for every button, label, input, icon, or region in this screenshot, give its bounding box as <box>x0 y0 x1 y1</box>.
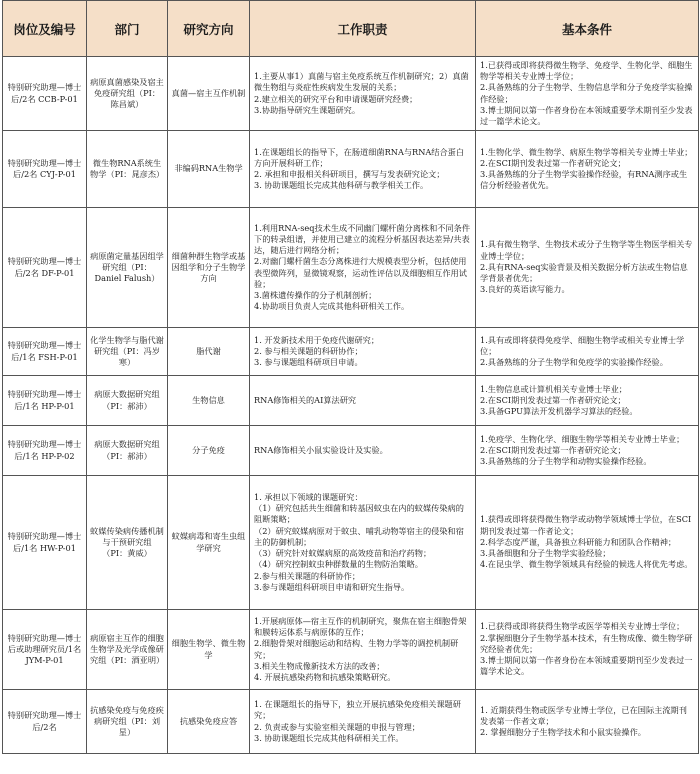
duties-line: 3.相关生物成像新技术方法的改善； <box>254 660 385 671</box>
duties-line: 2.建立相关的研究平台和申请课题研究经费； <box>254 93 418 104</box>
duties-cell <box>250 610 476 690</box>
duties-line: （1）研究包括共生细菌和转基因蚊虫在内的蚊媒传染病的阻断策略； <box>254 503 464 525</box>
duties-line: RNA修饰相关的AI算法研究 <box>254 394 357 405</box>
department-cell: 微生物RNA系统生物学（PI：晁彦杰） <box>87 131 168 208</box>
position-cell: 特别研究助理—博士后/2名 DF-P-01 <box>3 208 87 328</box>
duties-line: 1. 在课题组长的指导下，独立开展抗感染免疫相关课题研究； <box>254 699 461 721</box>
requirements-cell <box>476 57 699 131</box>
requirements-line: 3.具备熟练的分子生物学实验操作经验，有RNA测序或生信分析经验者优先。 <box>480 169 688 191</box>
duties-line: 1.利用RNA-seq技术生成不同幽门螺杆菌分离株和不同条件下的转录组谱，并使用已建立的流程分析基因表达差异/共表达，随后进行网络分析； <box>254 222 471 256</box>
duties-line: 2.参与相关课题的科研协作； <box>254 570 361 581</box>
duties-line: 3.协助指导研究生课题研究。 <box>254 104 361 115</box>
position-cell: 特别研究助理—博士后/1名 HP-P-01 <box>3 376 87 426</box>
requirements-line: 3.具备熟练的分子生物学和动物实验操作经验。 <box>480 456 652 467</box>
department-cell: 蚊媒传染病传播机制与干预研究组（PI：黄威） <box>87 476 168 610</box>
duties-line: 2. 参与相关课题的科研协作； <box>254 345 363 356</box>
table-row <box>3 328 699 376</box>
duties-line: （3）研究针对蚊媒病原的高效疫苗和治疗药物； <box>254 548 432 559</box>
requirements-line: 3.具备细胞和分子生物学实验经验； <box>480 548 611 559</box>
requirements-line: 3.博士期间以第一作者身份在本领域重要期刊至少发表过一篇学术论文。 <box>480 655 693 677</box>
duties-line: 3.参与课题组科研项目申请和研究生指导。 <box>254 581 410 592</box>
table-row <box>3 376 699 426</box>
table-row <box>3 610 699 690</box>
position-cell: 特别研究助理—博士后/2名 <box>3 690 87 754</box>
department-cell: 病原真菌感染及宿主免疫研究组（PI：陈昌斌） <box>87 57 168 131</box>
department-cell: 化学生物学与脂代谢研究组（PI：冯岁寒） <box>87 328 168 376</box>
position-cell: 特别研究助理—博士后/2名 CYJ-P-01 <box>3 131 87 208</box>
department-cell: 病原大数据研究组（PI：郝沛） <box>87 376 168 426</box>
requirements-line: 1.已获得或即将获得生物学或医学等相关专业博士学位； <box>480 621 685 632</box>
position-cell: 特别研究助理—博士后或助理研究员/1名 JYM-P-01 <box>3 610 87 690</box>
requirements-line: 2.在SCI期刊发表过第一作者研究论文； <box>480 157 626 168</box>
direction-cell: 非编码RNA生物学 <box>168 131 250 208</box>
recruitment-table <box>2 0 699 754</box>
duties-cell <box>250 476 476 610</box>
duties-line: （4）研究控制蚊虫种群数量的生物防治策略。 <box>254 559 423 570</box>
department-cell: 病原宿主互作的细胞生物学及光学成像研究组（PI：酒亚明） <box>87 610 168 690</box>
duties-cell <box>250 131 476 208</box>
header-direction: 研究方向 <box>168 1 250 57</box>
department-cell: 病原大数据研究组（PI：郝沛） <box>87 426 168 476</box>
requirements-line: 2.具备熟练的分子生物学和免疫学的实验操作经验。 <box>480 357 668 368</box>
requirements-line: 1.免疫学、生物化学、细胞生物学等相关专业博士毕业； <box>480 433 685 444</box>
header-department: 部门 <box>87 1 168 57</box>
requirements-line: 1.已获得或即将获得微生物学、免疫学、生物化学、细胞生物学等相关专业博士学位； <box>480 59 693 82</box>
duties-line: 2.对幽门螺杆菌生态分离株进行大规模表型分析，包括使用表型微阵列，显微镜观察，运动性评估以及细胞相互作用试验； <box>254 256 467 289</box>
requirements-cell <box>476 328 699 376</box>
requirements-line: 2.科学态度严谨，具备独立科研能力和团队合作精神； <box>480 536 677 547</box>
requirements-line: 3.博士期间以第一作者身份在本领域重要学术期刊至少发表过一篇学术论文。 <box>480 104 693 126</box>
position-cell: 特别研究助理—博士后/1名 HP-P-02 <box>3 426 87 476</box>
requirements-cell <box>476 426 699 476</box>
direction-cell: 脂代谢 <box>168 328 250 376</box>
table-row <box>3 57 699 131</box>
duties-cell <box>250 426 476 476</box>
direction-cell: 生物信息 <box>168 376 250 426</box>
duties-cell <box>250 328 476 376</box>
requirements-line: 3.具备GPU算法开发机器学习算法的经验。 <box>480 406 638 417</box>
duties-line: 1. 开发新技术用于免疫代谢研究； <box>254 334 380 345</box>
duties-line: （2）研究蚊媒病原对于蚊虫、哺乳动物等宿主的侵染和宿主的防御机制； <box>254 525 464 547</box>
duties-line: 3. 协助课题组长完成其他科研相关工作。 <box>254 732 404 743</box>
duties-line: RNA修饰相关小鼠实验设计及实验。 <box>254 444 388 455</box>
table-row <box>3 131 699 208</box>
department-cell: 病原菌定量基因组学研究组（PI：Daniel Falush） <box>87 208 168 328</box>
requirements-line: 1.获得或即将获得微生物学或动物学领域博士学位，在SCI期刊发表过第一作者论文； <box>480 514 692 536</box>
table-row <box>3 426 699 476</box>
duties-line: 3. 协助课题组长完成其他科研与教学相关工作。 <box>254 180 429 191</box>
header-duties: 工作职责 <box>250 1 476 57</box>
requirements-cell <box>476 376 699 426</box>
duties-line: 1.开展病原体—宿主互作的机制研究，聚焦在宿主细胞骨架和膜转运体系与病原体的互作； <box>254 615 467 638</box>
position-cell: 特别研究助理—博士后/1名 FSH-P-01 <box>3 328 87 376</box>
requirements-line: 1.具有微生物学、生物技术或分子生物学等生物医学相关专业博士学位； <box>480 239 693 261</box>
requirements-line: 2.具备熟练的分子生物学、生物信息学和分子免疫学实验操作经验； <box>480 82 693 104</box>
table-row <box>3 208 699 328</box>
duties-line: 1.在课题组长的指导下，在肠道细菌RNA与RNA结合蛋白方向开展科研工作； <box>254 146 465 168</box>
table-header-row <box>3 1 699 57</box>
requirements-line: 3.良好的英语读写能力。 <box>480 284 570 295</box>
requirements-cell <box>476 131 699 208</box>
table-row <box>3 476 699 610</box>
department-cell: 抗感染免疫与免疫疾病研究组（PI：刘星） <box>87 690 168 754</box>
duties-line: 1.主要从事1）真菌与宿主免疫系统互作机制研究；2）真菌微生物组与炎症性疾病发生发展的关系； <box>254 71 469 93</box>
header-position: 岗位及编号 <box>3 1 87 57</box>
table-row <box>3 690 699 754</box>
duties-cell <box>250 376 476 426</box>
requirements-cell <box>476 208 699 328</box>
requirements-line: 1.生物化学、微生物学、病原生物学等相关专业博士毕业； <box>480 146 693 157</box>
requirements-line: 2. 掌握细胞分子生物学技术和小鼠实验操作。 <box>480 727 646 738</box>
duties-line: 2. 承担和申报相关科研项目，撰写与发表研究论文； <box>254 169 445 179</box>
requirements-line: 1. 近期获得生物或医学专业博士学位，已在国际主流期刊发表第一作者文章； <box>480 704 687 726</box>
duties-cell <box>250 208 476 328</box>
requirements-line: 2.具有RNA-seq实验背景及相关数据分析方法或生物信息学背景者优先； <box>480 261 688 284</box>
direction-cell: 细菌种群生物学或基因组学和分子生物学方向 <box>168 208 250 328</box>
duties-cell <box>250 57 476 131</box>
position-cell: 特别研究助理—博士后/1名 HW-P-01 <box>3 476 87 610</box>
direction-cell: 抗感染免疫应答 <box>168 690 250 754</box>
requirements-line: 4.在昆虫学、微生物学领域具有经验的候选人将优先考虑。 <box>480 559 693 570</box>
direction-cell: 蚊媒病毒和寄生虫组学研究 <box>168 476 250 610</box>
duties-line: 2. 负责或参与实验室相关课题的申报与管理； <box>254 721 420 732</box>
direction-cell: 真菌—宿主互作机制 <box>168 57 250 131</box>
duties-line: 3.菌株遗传操作的分子机制剖析； <box>254 289 377 300</box>
position-cell: 特别研究助理—博士后/2名 CCB-P-01 <box>3 57 87 131</box>
direction-cell: 分子免疫 <box>168 426 250 476</box>
direction-cell: 细胞生物学、微生物学 <box>168 610 250 690</box>
duties-line: 1. 承担以下领域的课题研究： <box>254 492 363 503</box>
requirements-line: 2.在SCI期刊发表过第一作者研究论文； <box>480 394 626 405</box>
requirements-cell <box>476 476 699 610</box>
requirements-line: 2.在SCI期刊发表过第一作者研究论文； <box>480 444 626 455</box>
duties-line: 4.协助项目负责人完成其他科研相关工作。 <box>254 301 410 312</box>
duties-line: 4. 开展抗感染药物和抗感染策略研究。 <box>254 671 396 682</box>
requirements-line: 1.生物信息或计算机相关专业博士毕业； <box>480 383 627 394</box>
requirements-cell <box>476 610 699 690</box>
duties-line: 2.细胞骨架对细胞运动和结构、生物力学等的调控机制研究； <box>254 638 459 660</box>
duties-line: 3. 参与课题组科研项目申请。 <box>254 357 363 368</box>
duties-cell <box>250 690 476 754</box>
requirements-line: 2.掌握细胞分子生物学基本技术，有生物成像、微生物学研究经验者优先； <box>480 632 693 654</box>
header-requirements: 基本条件 <box>476 1 699 57</box>
requirements-line: 1.具有或即将获得免疫学、细胞生物学或相关专业博士学位； <box>480 334 685 356</box>
requirements-cell <box>476 690 699 754</box>
